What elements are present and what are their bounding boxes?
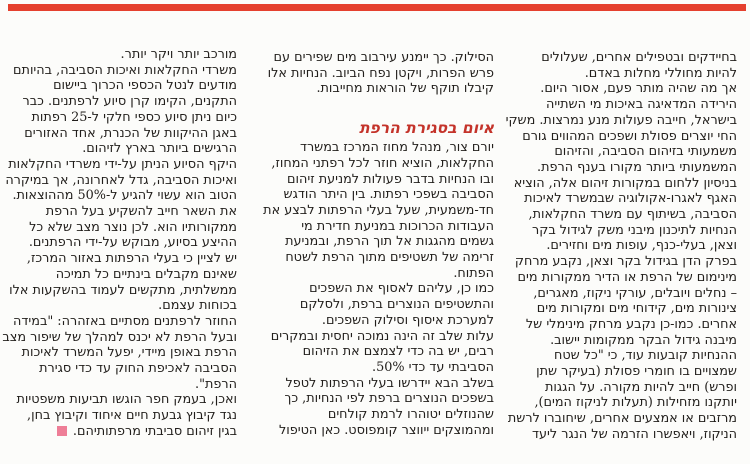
text-line: גשמים מהגגות אל תוך הרפת, ובמניעת [285, 234, 494, 250]
text-line: הרגישים ביותר בארץ לזיהום. [82, 141, 237, 157]
column-left [2, 47, 237, 440]
text-line: זרימה של תשטיפים מתוך הרפת לשטח [285, 250, 494, 266]
text-line: היקף הסיוע הניתן על-ידי משרדי החקלאות [8, 156, 237, 172]
text-line: הטוב הוא עשוי להגיע ל-50% מההוצאות. [12, 188, 237, 204]
text-line: הסביבתי עד כדי 50%. [372, 359, 494, 375]
text-line: המשמעותי ביותר מקורו בענף הרפת. [537, 159, 737, 175]
text-line: אחרים. כמו-כן נקבע מרחק מינימלי של [525, 316, 737, 332]
text-line: ובו הנחיות בדבר פעולות למניעת זיהום [287, 171, 494, 187]
text-line: להיות מחוללי מחלות באדם. [584, 65, 737, 81]
text-line: ממקורותיו הוא. לכן נוצר מצב שלא כל [29, 219, 237, 235]
text-line: אך מה שהיה מותר פעם, אסור היום. [540, 81, 737, 97]
text-line: בשלב הבא יידרשו בעלי הרפתות לטפל [285, 375, 494, 391]
text-line: הסילוק. כך יימנע עירבוב מים שפירים עם [273, 50, 494, 65]
text-line: למערכת איסוף וסילוק השפכים. [321, 312, 494, 328]
text-line: יש לציין כי בעלי הרפתות באזור המרכז, [26, 251, 237, 267]
text-line: הפתוח. [453, 265, 494, 281]
section-heading: איום בסגירת הרפת [359, 118, 494, 138]
text-line: יורם צור, מנהל מחוז המרכז במשרד [299, 140, 494, 156]
text-line: הרפת באופן מיידי, יפעל המשרד לאיכות [21, 345, 237, 361]
text-line: כיום ניתן סיוע כספי חלקי ל-25 רפתות [31, 109, 237, 125]
text-line: שמצויים בו חומרי פסולת (בעיקר שתן [536, 364, 737, 380]
text-line: בחיידקים ובטפילים אחרים, שעלולים [541, 50, 737, 65]
text-line: האגף לאגרו-אקולוגיה שבמשרד לאיכות [524, 191, 737, 207]
text-line: חד-משמעית, שעל בעלי הרפתות לבצע את [263, 202, 494, 218]
text-line: מודעים לנטל הכספי הכרוך ביישום [53, 78, 237, 94]
column-right [503, 50, 737, 443]
text-line: והתשטיפים הנוצרים ברפת, ולסלקם [299, 297, 494, 313]
text-line: וצאן, בעלי-כנף, עופות מים וחזירים. [546, 238, 737, 254]
text-line: יותקנו מזחילות (תעלות לניקוז המים), [534, 395, 737, 411]
text-line: ההנחיות קובעות עוד, כי "כל שטח [553, 348, 737, 364]
column-middle [258, 50, 494, 438]
text-line: רבים, יש בה כדי לצמצם את הזיהום [302, 344, 494, 360]
text-line: ואיכות הסביבה, גדל לאחרונה, אך במיקרה [5, 172, 237, 188]
text-line: משמעותי בזיהום הסביבה, והזיהום [554, 144, 737, 160]
text-line: את השאר חייב להשקיע בעל הרפת [45, 204, 237, 220]
top-rule [8, 4, 746, 11]
text-line: בכוחות עצמם. [158, 298, 237, 314]
text-line: בניסיון ללחום במקורות זיהום אלה, הוציא [513, 175, 737, 191]
text-line: שאינם מקבלים בינתיים כל תמיכה [55, 266, 237, 282]
text-line: מורכב יותר ויקר יותר. [120, 47, 237, 62]
text-line: הסביבה, בשיתוף עם משרד החקלאות, [528, 207, 737, 223]
end-marker-icon [57, 426, 67, 436]
text-line: ובעל הרפת לא יכנס למהלך של שיפור מצב [2, 329, 237, 345]
text-line: ההיצע בסיוע, מבוקש על-ידי הרפתנים. [28, 235, 237, 251]
text-line: מיבנה גידול הבקר ממקומות יישוב. [550, 332, 737, 348]
text-line: בישראל, חייבה פעולות מנע נמרצות. משקי [505, 112, 737, 128]
text-line: העבודות הכרוכות במניעת חדירת מי [301, 218, 494, 234]
text-line: הסביבה בשפכי רפתות. בין היתר הודגש [283, 187, 494, 203]
text-line: החוזר לרפתנים מסתיים באזהרה: "במידה [13, 313, 237, 329]
text-line: הנחיות לתיכנון מיבני משק לגידול בקר [532, 222, 737, 238]
text-line: בפרק הדן בגידול בקר וצאן, נקבע מרחק [514, 254, 737, 270]
text-line: נגד קיבוץ גבעת חיים איחוד וקיבוץ בחן, [27, 408, 237, 424]
text-line: משרדי החקלאות ואיכות הסביבה, בהיותם [13, 62, 237, 78]
text-line: שהנוזלים יטוהרו לרמת קולחים [327, 407, 494, 423]
text-line: הסביבה לאכיפת החוק עד כדי סגירת [39, 361, 237, 377]
text-line: – נחלים ויובלים, עורקי ניקוז, מאגרים, [533, 285, 737, 301]
text-line: ופרש) חייב להיות מקורה. על הגגות [545, 379, 737, 395]
text-line: התקנים, הקימו קרן סיוע לרפתנים. כבר [22, 94, 237, 110]
text-line: הניקוז, ויאפשרו הזרמה של הנגר ליעד [532, 426, 737, 442]
text-line: מינימום של הרפת או הדיר ממקורות מים [517, 269, 737, 285]
text-line: ממשלתית, מתקשים לעמוד בהשקעות אלו [9, 282, 237, 298]
text-line: ומהמוצקים ייווצר קומפוסט. כאן הטיפול [278, 422, 494, 438]
text-line: ואכן, בעמק חפר הוגשו תביעות משפטיות [16, 392, 237, 408]
text-line: כמו כן, עליהם לאסוף את השפכים [309, 281, 494, 297]
text-line: הירידה המדאיגה באיכות מי השתייה [546, 97, 737, 113]
text-line: החקלאות, הוציא חוזר לכל רפתני המחוז, [271, 155, 494, 171]
text-line: בגין זיהום סביבתי מרפתותיהם. [9, 424, 237, 440]
text-line: בשפכים הנוצרים ברפת לפי הנחיות, כך [284, 391, 494, 407]
text-line: מרזבים או אמצעים אחרים, שיחוברו לרשת [507, 411, 737, 427]
text-line: באגן ההיקוות של הכנרת, אחד האזורים [24, 125, 237, 141]
text-line: עלות שלב זה הינה נמוכה יחסית ובמקרים [270, 328, 494, 344]
text-line: קיבלו תוקף של הוראות מחייבות. [316, 81, 494, 97]
text-line: צינורות מים, קידוחי מים ומקורות מים [536, 301, 737, 317]
text-line: החי יוצרים פסולת ושפכים המהווים גורם [522, 128, 737, 144]
text-line: הרפת". [195, 376, 237, 392]
text-line: פרש הפרות, ויקטן נפח הביוב. הנחיות אלו [267, 65, 494, 81]
